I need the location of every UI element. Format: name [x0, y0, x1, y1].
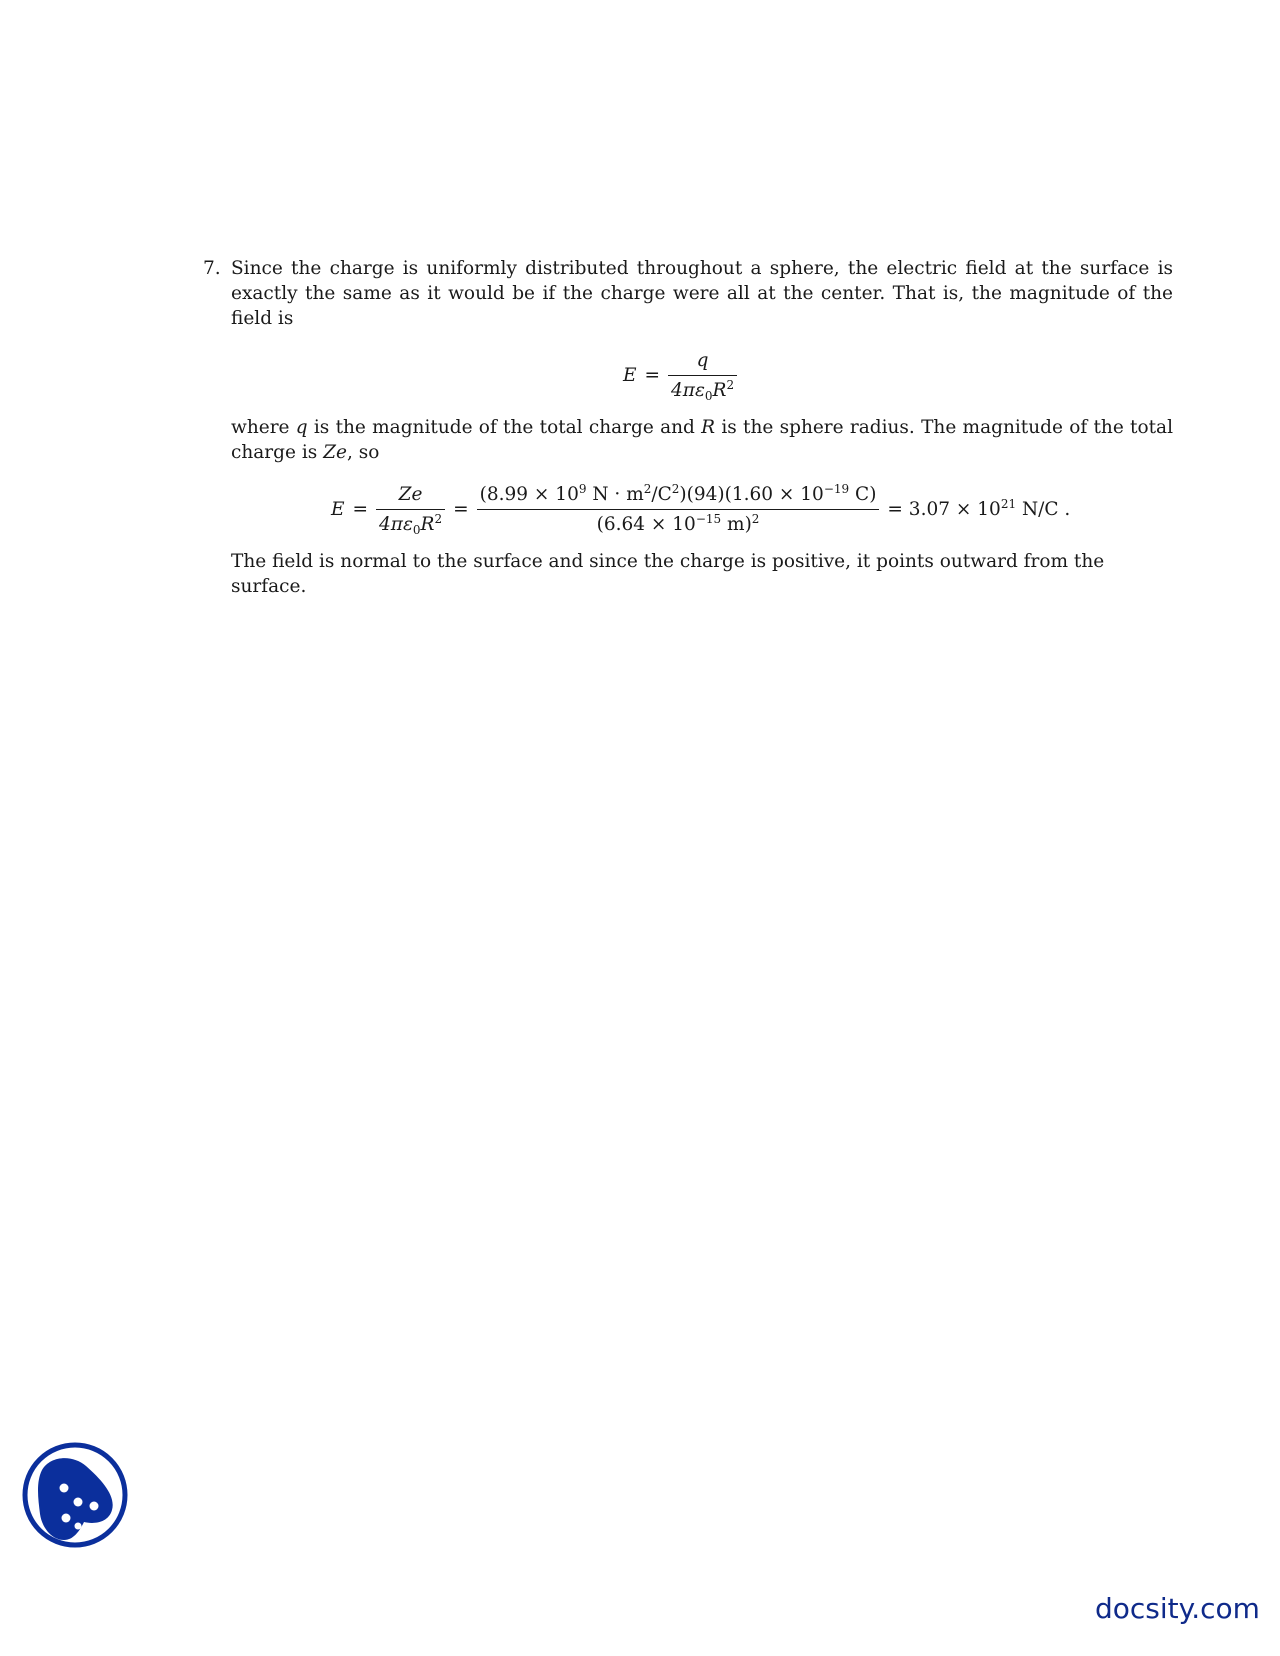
eq2-lhs: E	[331, 498, 345, 520]
problem-number: 7.	[203, 258, 221, 279]
eq2-f2-den-b: m)	[721, 513, 752, 535]
p2-var-r: R	[701, 417, 716, 438]
eq2-f1-denominator	[376, 510, 445, 537]
eq1-equals: =	[644, 364, 661, 386]
eq2-f1-den-sup: 2	[434, 511, 443, 526]
equation-field-magnitude	[231, 339, 1173, 411]
problem-body	[231, 256, 1173, 599]
logo-graphic	[20, 1440, 130, 1550]
eq2-f1-den-sub: 0	[412, 522, 421, 537]
paragraph-definitions	[231, 415, 1173, 465]
eq2-result-unit: N/C .	[1016, 498, 1071, 520]
eq2-result-sup: 21	[1000, 496, 1017, 511]
equation-row	[623, 339, 737, 411]
eq2-f2-num-e: C)	[849, 483, 877, 505]
eq1-numerator: q	[668, 348, 737, 376]
eq2-f2-num-sup3: 2	[671, 481, 680, 496]
eq2-f2-num-sup4: −19	[823, 481, 850, 496]
docsity-brand-link[interactable]: docsity.com	[1095, 1592, 1260, 1625]
eq2-f2-num-c: /C	[651, 483, 672, 505]
eq2-f2-numerator	[477, 482, 880, 510]
eq2-f2-num-sup2: 2	[643, 481, 652, 496]
eq1-den-sub: 0	[704, 388, 713, 403]
eq2-f2-num-sup1: 9	[578, 481, 587, 496]
eq1-lhs: E	[623, 364, 637, 386]
eq1-den-b: R	[712, 379, 727, 401]
paragraph-conclusion: The field is normal to the surface and since the charge is positive, it points outward from the surface.	[231, 551, 1105, 597]
p2-text-d: , so	[346, 442, 380, 463]
eq2-f2-num-d: )(94)(1.60 × 10	[679, 483, 824, 505]
eq1-den-sup: 2	[726, 377, 735, 392]
equation-field-value	[231, 473, 1173, 545]
eq2-f2-den-sup2: 2	[751, 511, 760, 526]
p2-text-c: is the sphere radius. The magnitude of the total charge is	[231, 417, 1173, 463]
p2-var-q: q	[295, 417, 308, 438]
eq2-f2-den-sup1: −15	[695, 511, 722, 526]
p2-text-b: is the magnitude of the total charge and	[307, 417, 702, 438]
docsity-logo-icon[interactable]	[20, 1440, 130, 1550]
eq2-f1-den-b: R	[420, 513, 435, 535]
p2-var-ze: Ze	[323, 442, 347, 463]
paragraph-intro: Since the charge is uniformly distributed throughout a sphere, the electric field at the surface is exactly the same as it would be if the charge were all at the center. That is, the magnitude of the field is	[231, 258, 1173, 329]
eq2-fraction-numeric	[477, 482, 880, 537]
eq2-equals-2: =	[453, 498, 469, 520]
eq1-den-a: 4πε	[671, 379, 705, 401]
eq2-f1-den-a: 4πε	[379, 513, 413, 535]
eq2-f2-den-a: (6.64 × 10	[596, 513, 696, 535]
eq2-equals-1: =	[352, 498, 369, 520]
eq2-f2-num-a: (8.99 × 10	[479, 483, 579, 505]
p2-text-a: where	[231, 417, 296, 438]
eq2-f1-numerator: Ze	[376, 482, 445, 510]
eq1-denominator	[668, 376, 737, 403]
equation-row	[331, 473, 1070, 545]
eq2-f2-denominator	[477, 510, 880, 537]
eq2-fraction-symbolic	[376, 482, 445, 537]
eq2-result-value: = 3.07 × 10	[887, 498, 1001, 520]
eq2-f2-num-b: N · m	[586, 483, 644, 505]
eq1-fraction	[668, 348, 737, 403]
eq2-result	[887, 497, 1070, 522]
